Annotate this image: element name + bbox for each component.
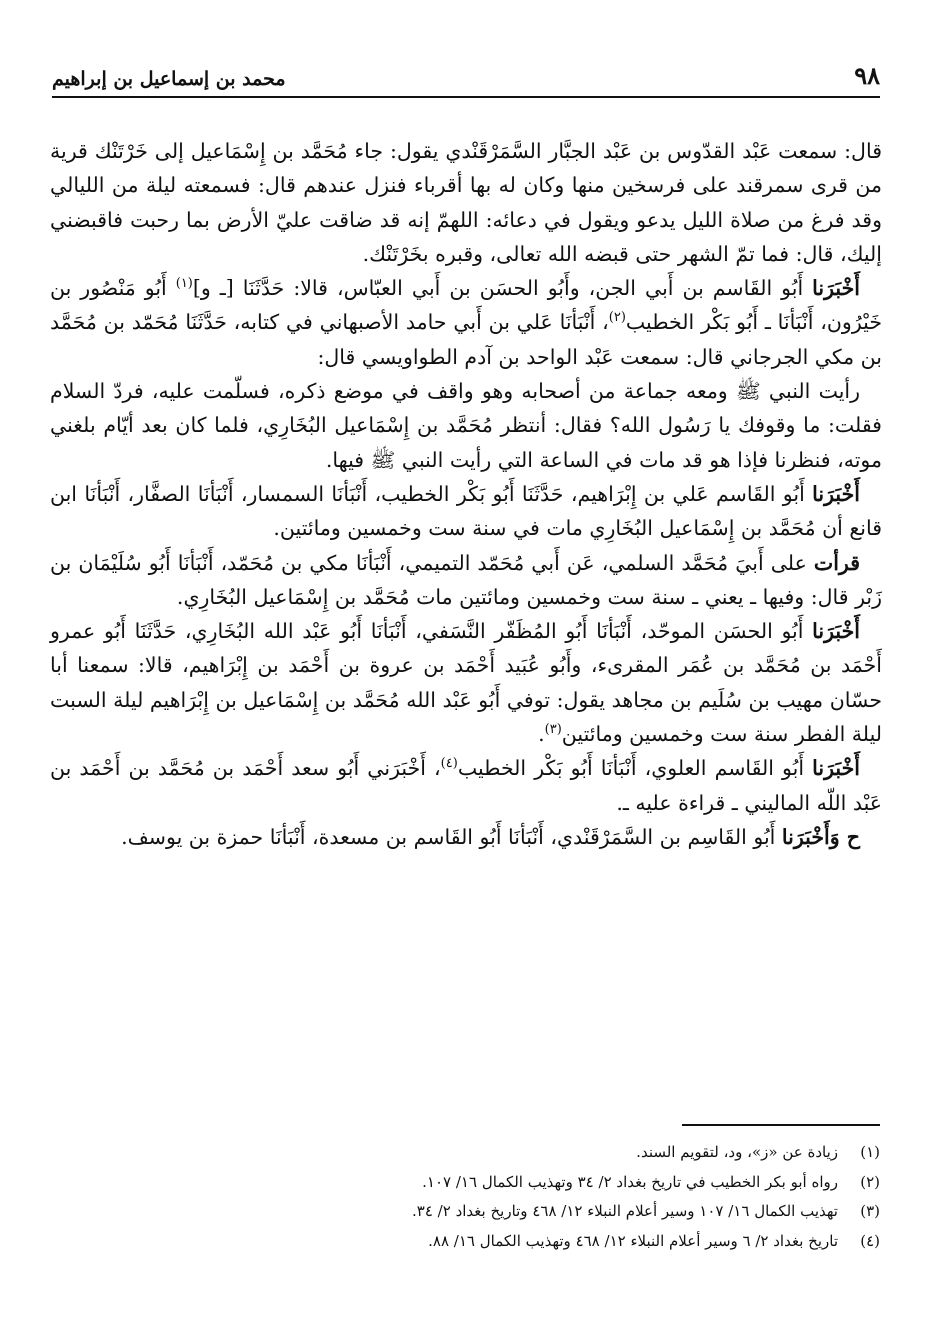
paragraph-6-end: . xyxy=(538,722,545,747)
footnote-number: (٤) xyxy=(860,1231,880,1250)
footnote xyxy=(52,1227,880,1257)
keyword: قرأت xyxy=(813,550,860,575)
footnote-separator xyxy=(682,1124,880,1126)
paragraph-4-text: أَبُو القَاسم عَلي بن إِبْرَاهيم، حَدَّثَنَا أَبُو بَكْر الخطيب، أَنْبَأنَا السمسار، أَنْبَأنَا الصفَّار، أَنْبَأنَا ابن قانع أن مُحَمَّد بن إِسْمَاعيل البُخَارِي مات في سنة ست وخمسين ومائتين. xyxy=(50,481,882,541)
paragraph-8 xyxy=(50,820,882,854)
paragraph-2-text-c: ، أَنْبَأنَا عَلي بن أَبي حامد الأصبهاني في كتابه، حَدَّثَنَا مُحَمّد بن مُحَمَّد بن مكي الجرجاني قال: سمعت عَبْد الواحد بن آدم الطواويسي قال: xyxy=(50,310,882,369)
keyword: أَخْبَرَنا xyxy=(812,756,860,781)
running-title: محمد بن إسماعيل بن إبراهيم xyxy=(52,68,286,90)
footnote-ref-1: (١) xyxy=(175,276,193,292)
paragraph-7-text-b: ، أَخْبَرَني أَبُو سعد أَحْمَد بن مُحَمَّد بن أَحْمَد بن عَبْد اللّه الماليني ـ قراءة عليه ـ. xyxy=(50,756,882,815)
keyword: ح وَأَخْبَرَنا xyxy=(781,824,860,849)
footnote-text: تاريخ بغداد ٢/ ٦ وسير أعلام النبلاء ١٢/ ٤٦٨ وتهذيب الكمال ١٦/ ٨٨. xyxy=(428,1231,838,1250)
paragraph-7-text-a: أَبُو القَاسم العلوي، أَنْبَأنَا أَبُو بَكْر الخطيب xyxy=(457,756,805,781)
paragraph-3-text: رأيت النبي ﷺ ومعه جماعة من أصحابه وهو واقف في موضع ذكره، فسلّمت عليه، فردّ السلام فقلت: ما وقوفك يا رَسُول الله؟ فقال: أنتظر مُحَمَّد بن إِسْمَاعيل البُخَارِي، فلما كان بعد أيّام بلغني موته، فنظرنا فإذا هو قد مات في الساعة التي رأيت النبي ﷺ فيها. xyxy=(50,379,882,472)
footnote-ref-2: (٢) xyxy=(608,310,626,326)
paragraph-1 xyxy=(50,134,882,271)
footnote xyxy=(52,1138,880,1168)
paragraph-5-text: على أَبيَ مُحَمَّد السلمي، عَن أَبي مُحَمّد التميمي، أَنْبَأنَا مكي بن مُحَمّد، أَنْبَأنَا أَبُو سُلَيْمَان بن زَبْر قال: وفيها ـ يعني ـ سنة ست وخمسين ومائتين مات مُحَمَّد بن إِسْمَاعيل البُخَارِي. xyxy=(50,550,882,609)
footnote-number: (٣) xyxy=(860,1202,880,1220)
keyword: أَخْبَرَنا xyxy=(812,276,860,301)
footnote-number: (٢) xyxy=(860,1172,880,1191)
paragraph-5 xyxy=(50,546,882,615)
footnotes xyxy=(52,1138,880,1256)
page-number: ٩٨ xyxy=(854,61,880,90)
footnote-number: (١) xyxy=(860,1143,880,1161)
footnote-text: رواه أبو بكر الخطيب في تاريخ بغداد ٢/ ٣٤ وتهذيب الكمال ١٦/ ١٠٧. xyxy=(422,1172,838,1191)
paragraph-2 xyxy=(50,271,882,374)
paragraph-4 xyxy=(50,477,882,546)
footnote xyxy=(52,1168,880,1198)
main-text xyxy=(50,134,882,854)
keyword: أَخْبَرَنا xyxy=(812,481,860,506)
paragraph-6 xyxy=(50,614,882,751)
footnote xyxy=(52,1197,880,1227)
footnote-text: تهذيب الكمال ١٦/ ١٠٧ وسير أعلام النبلاء ١٢/ ٤٦٨ وتاريخ بغداد ٢/ ٣٤. xyxy=(412,1202,838,1220)
paragraph-1-text: قال: سمعت عَبْد القدّوس بن عَبْد الجبَّار السَّمَرْقَنْدي يقول: جاء مُحَمَّد بن إِسْمَاعيل إلى خَرْتَنْك قرية من قرى سمرقند على فرسخين منها وكان له بها أقرباء فنزل عندهم قال: فسمعته ليلة من الليالي وقد فرغ من صلاة الليل يدعو ويقول في دعائه: اللهمّ إنه قد ضاقت عليّ الأرض بما رحبت فاقبضني إليك، قال: فما تمّ الشهر حتى قبضه الله تعالى، وقبره بخَرْتَنْك. xyxy=(50,139,882,266)
footnote-text: زيادة عن «ز»، ود، لتقويم السند. xyxy=(636,1143,838,1161)
paragraph-6-text: أَبُو الحسَن الموحّد، أَنْبَأنَا أَبُو المُظَفّر النَّسَفي، أَنْبَأنَا أَبُو عَبْد الله البُخَارِي، حَدَّثَنَا أَبُو عمرو أَحْمَد بن مُحَمَّد بن عُمَر المقرىء، وأَبُو عُبَيد أَحْمَد بن عروة بن أَحْمَد بن إِبْرَاهيم، قالا: سمعنا أبا حسّان مهيب بن سُلَيم بن مجاهد يقول: توفي أَبُو عَبْد الله مُحَمَّد بن إِسْمَاعيل بن إِبْرَاهيم ليلة السبت ليلة الفطر سنة ست وخمسين ومائتين xyxy=(50,619,882,747)
footnote-ref-4: (٤) xyxy=(440,756,458,772)
paragraph-8-text: أَبُو القَاسِم بن السَّمَرْقَنْدي، أَنْبَأنَا أَبُو القَاسم بن مسعدة، أَنْبَأنَا حمزة بن يوسف. xyxy=(121,824,776,849)
footnote-ref-3: (٣) xyxy=(544,722,562,738)
keyword: أَخْبَرَنا xyxy=(812,619,860,644)
paragraph-2-text-a: أَبُو القَاسم بن أَبي الجن، وأَبُو الحسَن بن أَبي العبّاس، قالا: حَدَّثَنَا [ـ و] xyxy=(192,276,804,301)
page-header xyxy=(52,58,880,98)
paragraph-2-text-b: أَبُو مَنْصُور بن خَيْرُون، أَنْبَأنَا ـ أَبُو بَكْر الخطيب xyxy=(50,276,882,335)
paragraph-7 xyxy=(50,751,882,820)
paragraph-3 xyxy=(50,374,882,477)
